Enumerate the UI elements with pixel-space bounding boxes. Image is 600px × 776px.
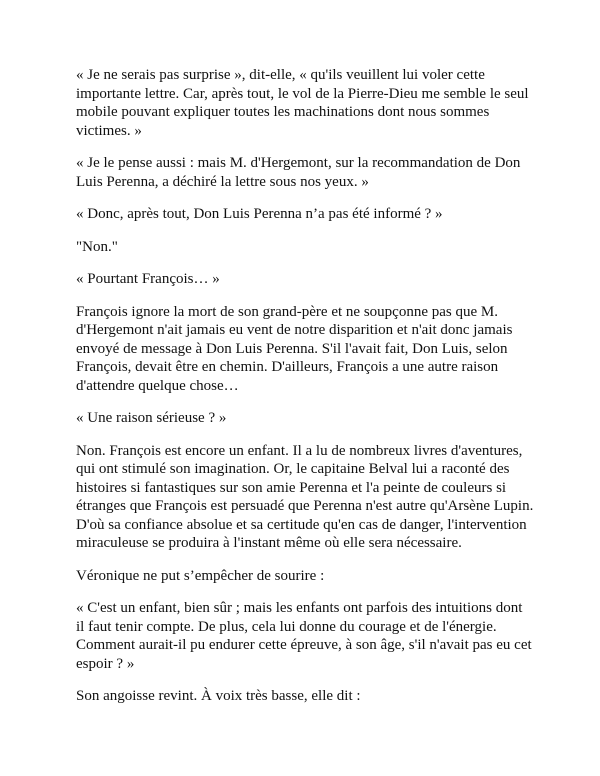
paragraph: « Je le pense aussi : mais M. d'Hergemont, sur la recommandation de Don Luis Perenna, a déchiré la lettre sous nos yeux. » [76,155,521,190]
paragraph: Non. François est encore un enfant. Il a lu de nombreux livres d'aventures, qui ont stimulé son imagination. Or, le capitaine Belval lui a raconté des histoires si fantastiques sur son amie Perenna et l'a peinte de couleurs si étranges que François est persuadé que Perenna n'est autre qu'Arsène Lupin. D'où sa confiance absolue et sa certitude qu'en cas de danger, l'intervention miraculeuse se produira à l'instant même où elle sera nécessaire. [76,442,534,551]
paragraph: François ignore la mort de son grand-père et ne soupçonne pas que M. d'Hergemont n'ait jamais eu vent de notre disparition et n'ait donc jamais envoyé de message à Don Luis Perenna. S'il l'avait fait, Don Luis, selon François, devait être en chemin. D'ailleurs, François a une autre raison d'attendre quelque chose… [76,303,513,394]
paragraph: "Non." [76,238,118,255]
paragraph: « C'est un enfant, bien sûr ; mais les enfants ont parfois des intuitions dont il faut tenir compte. De plus, cela lui donne du courage et de l'énergie. Comment aurait-il pu endurer cette épreuve, à son âge, s'il n'avait pas eu cet espoir ? » [76,600,532,672]
paragraph: Son angoisse revint. À voix très basse, elle dit : [76,688,361,704]
paragraph: « Une raison sérieuse ? » [76,410,227,426]
paragraph: Véronique ne put s’empêcher de sourire : [76,567,325,584]
text-column [76,66,534,720]
paragraph: « Donc, après tout, Don Luis Perenna n’a pas été informé ? » [76,206,443,222]
paragraph: « Pourtant François… » [76,271,220,287]
paragraph: « Je ne serais pas surprise », dit-elle, « qu'ils veuillent lui voler cette importante lettre. Car, après tout, le vol de la Pierre-Dieu me semble le seul mobile pouvant expliquer toutes les machinations dont nous sommes victimes. » [76,67,529,139]
